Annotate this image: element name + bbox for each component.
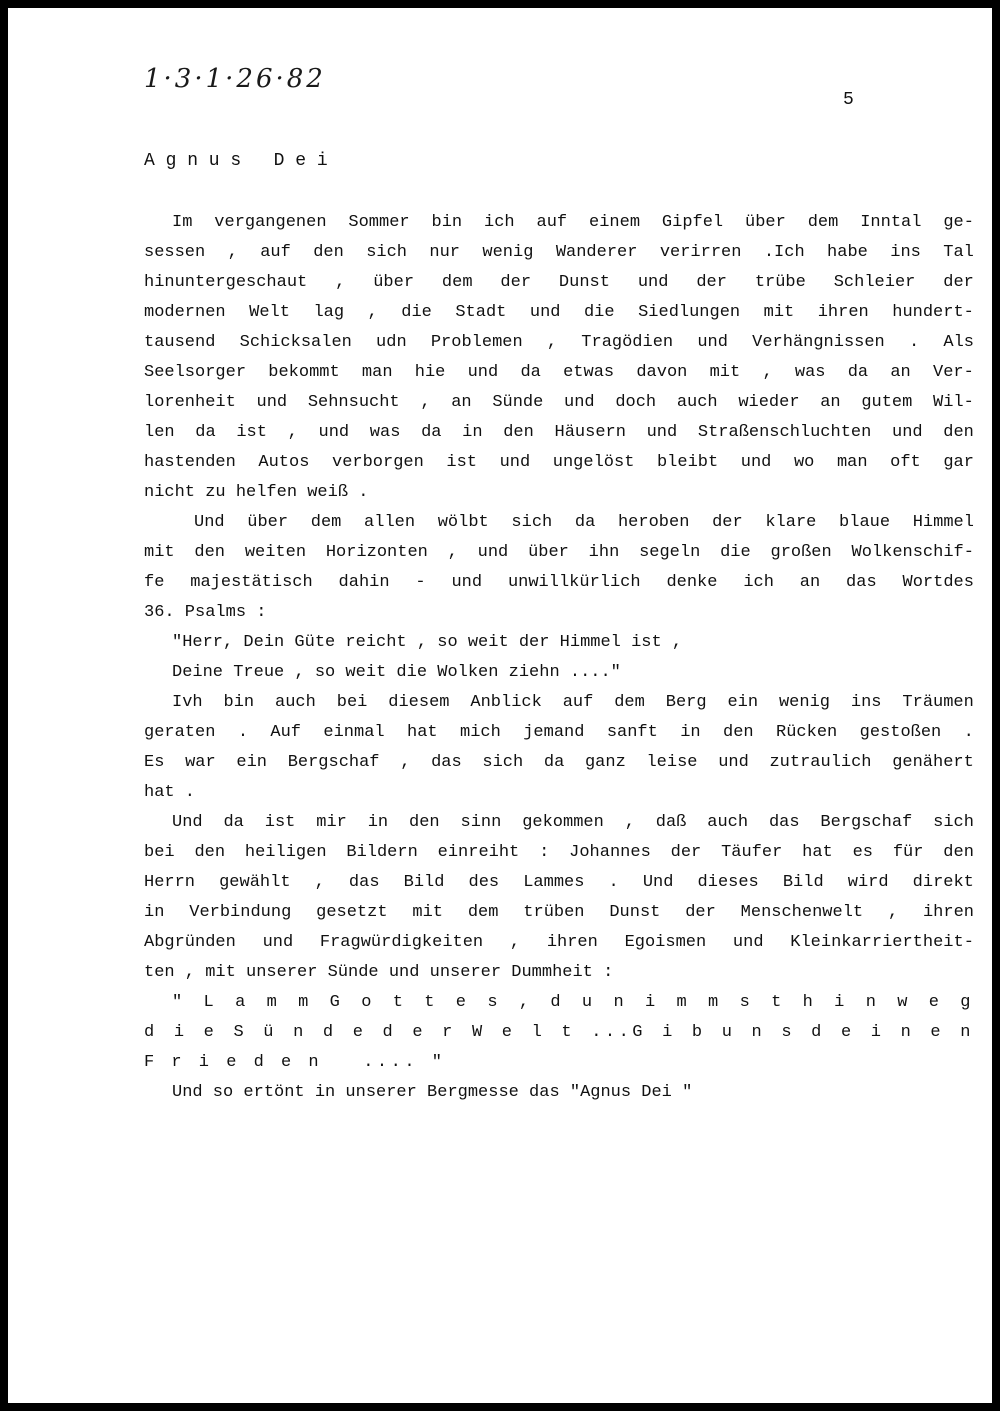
text-line: fe majestätisch dahin - und unwillkürlich denke ich an das Wortdes [144, 573, 974, 592]
text-line: hastenden Autos verborgen ist und ungelöst bleibt und wo man oft gar [144, 453, 974, 472]
text-line: Es war ein Bergschaf , das sich da ganz leise und zutraulich genähert [144, 753, 974, 772]
document-title: A g n u s D e i [144, 151, 328, 171]
text-line: Abgründen und Fragwürdigkeiten , ihren Egoismen und Kleinkarriertheit- [144, 933, 974, 952]
text-line: sessen , auf den sich nur wenig Wanderer verirren .Ich habe ins Tal [144, 243, 974, 262]
text-line: Ivh bin auch bei diesem Anblick auf dem Berg ein wenig ins Träumen [172, 693, 974, 712]
text-line: nicht zu helfen weiß . [144, 483, 369, 502]
text-line: Und so ertönt in unserer Bergmesse das "Agnus Dei " [172, 1083, 693, 1102]
text-line: hat . [144, 783, 196, 802]
text-line: in Verbindung gesetzt mit dem trüben Dunst der Menschenwelt , ihren [144, 903, 974, 922]
text-line: "Herr, Dein Güte reicht , so weit der Himmel ist , [172, 633, 683, 652]
document-page [8, 8, 992, 1403]
text-line: lorenheit und Sehnsucht , an Sünde und doch auch wieder an gutem Wil- [144, 393, 974, 412]
text-line: 36. Psalms : [144, 603, 267, 622]
text-line: Deine Treue , so weit die Wolken ziehn ...." [172, 663, 621, 682]
text-line: mit den weiten Horizonten , und über ihn segeln die großen Wolkenschif- [144, 543, 974, 562]
text-line: " L a m m G o t t e s , d u n i m m s t h i n w e g [172, 993, 974, 1012]
handwritten-archive-number: 1·3·1·26·82 [144, 64, 326, 94]
text-line: Herrn gewählt , das Bild des Lammes . Und dieses Bild wird direkt [144, 873, 974, 892]
page-number: 5 [843, 90, 854, 110]
body-text [144, 208, 974, 1108]
text-line: hinuntergeschaut , über dem der Dunst und der trübe Schleier der [144, 273, 974, 292]
text-line: Und über dem allen wölbt sich da heroben der klare blaue Himmel [194, 513, 974, 532]
text-line: Im vergangenen Sommer bin ich auf einem Gipfel über dem Inntal ge- [172, 213, 974, 232]
text-line: Seelsorger bekommt man hie und da etwas davon mit , was da an Ver- [144, 363, 974, 382]
text-line: ten , mit unserer Sünde und unserer Dummheit : [144, 963, 614, 982]
text-line: d i e S ü n d e d e r W e l t ...G i b u n s d e i n e n [144, 1023, 974, 1042]
text-line: geraten . Auf einmal hat mich jemand sanft in den Rücken gestoßen . [144, 723, 974, 742]
text-line: len da ist , und was da in den Häusern und Straßenschluchten und den [144, 423, 974, 442]
text-line: bei den heiligen Bildern einreiht : Johannes der Täufer hat es für den [144, 843, 974, 862]
text-line: tausend Schicksalen udn Problemen , Tragödien und Verhängnissen . Als [144, 333, 974, 352]
text-line: Und da ist mir in den sinn gekommen , daß auch das Bergschaf sich [172, 813, 974, 832]
text-line: modernen Welt lag , die Stadt und die Siedlungen mit ihren hundert- [144, 303, 974, 322]
text-line: F r i e d e n .... " [144, 1053, 446, 1072]
